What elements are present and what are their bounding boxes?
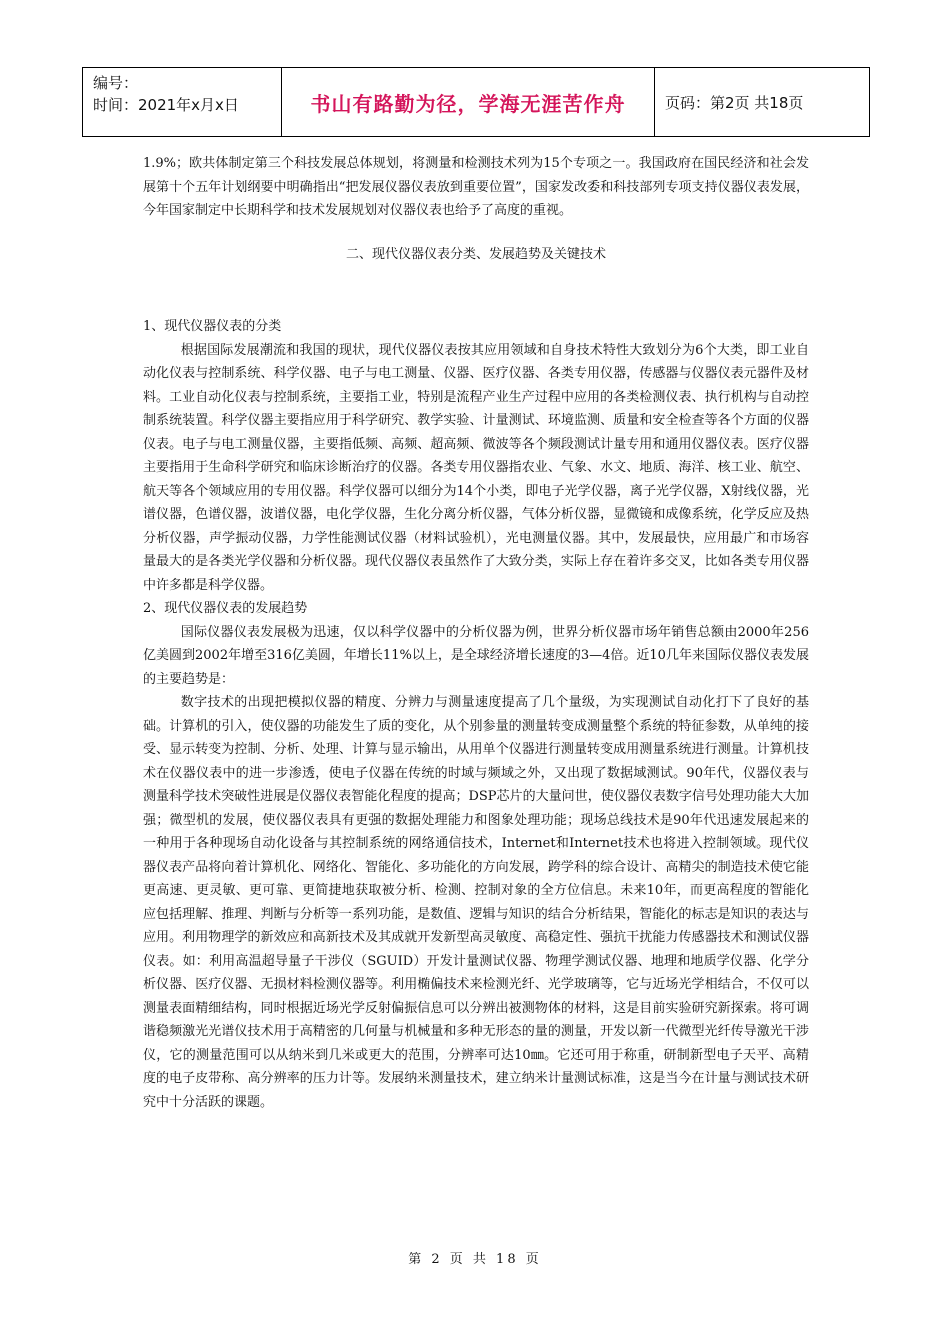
subheading-classification: 1、现代仪器仪表的分类	[143, 319, 282, 334]
header-motto: 书山有路勤为径，学海无涯苦作舟	[282, 68, 655, 136]
paragraph-trends-detail: 数字技术的出现把模拟仪器的精度、分辨力与测量速度提高了几个量级，为实现测试自动化打下了良好的基础。计算机的引入，使仪器的功能发生了质的变化，从个别参量的测量转变成测量整个系统的特征参数，从单纯的接受、显示转变为控制、分析、处理、计算与显示输出，从用单个仪器进行测量转变成用测量系统进行测量。计算机技术在仪器仪表中的进一步渗透，使电子仪器在传统的时域与频域之外，又出现了数据域测试。90年代，仪器仪表与测量科学技术突破性进展是仪器仪表智能化程度的提高；DSP芯片的大量问世，使仪器仪表数字信号处理功能大大加强；微型机的发展，使仪器仪表具有更强的数据处理能力和图象处理功能；现场总线技术是90年代迅速发展起来的一种用于各种现场自动化设备与其控制系统的网络通信技术，Internet和Internet技术也将进入控制领域。现代仪器仪表产品将向着计算机化、网络化、智能化、多功能化的方向发展，跨学科的综合设计、高精尖的制造技术使它能更高速、更灵敏、更可靠、更简捷地获取被分析、检测、控制对象的全方位信息。未来10年，而更高程度的智能化应包括理解、推理、判断与分析等一系列功能，是数值、逻辑与知识的结合分析结果，智能化的标志是知识的表达与应用。利用物理学的新效应和高新技术及其成就开发新型高灵敏度、高稳定性、强抗干扰能力传感器技术和测试仪器仪表。如：利用高温超导量子干涉仪（SGUID）开发计量测试仪器、物理学测试仪器、地理和地质学仪器、化学分析仪器、医疗仪器、无损材料检测仪器等。利用椭偏技术来检测光纤、光学玻璃等，它与近场光学相结合，不仅可以测量表面精细结构，同时根据近场光学反射偏振信息可以分辨出被测物体的材料，这是目前实验研究新探索。将可调谐稳频激光光谱仪技术用于高精密的几何量与机械量和多种无形态的量的测量，开发以新一代微型光纤传导激光干涉仪，它的测量范围可以从纳米到几米或更大的范围，分辨率可达10㎜。它还可用于称重，研制新型电子天平、高精度的电子皮带称、高分辨率的压力计等。发展纳米测量技术，建立纳米计量测试标准，这是当今在计量与测试技术研究中十分活跃的课题。	[143, 695, 809, 1110]
section-title: 二、现代仪器仪表分类、发展趋势及关键技术	[345, 246, 606, 262]
paragraph-classification: 根据国际发展潮流和我国的现状，现代仪器仪表按其应用领域和自身技术特性大致划分为6个大类，即工业自动化仪表与控制系统、科学仪器、电子与电工测量、仪器、医疗仪器、各类专用仪器，传感器与仪器仪表元器件及材料。工业自动化仪表与控制系统，主要指工业，特别是流程产业生产过程中应用的各类检测仪表、执行机构与自动控制系统装置。科学仪器主要指应用于科学研究、教学实验、计量测试、环境监测、质量和安全检查等各个方面的仪器仪表。电子与电工测量仪器，主要指低频、高频、超高频、微波等各个频段测试计量专用和通用仪器仪表。医疗仪器主要指用于生命科学研究和临床诊断治疗的仪器。各类专用仪器指农业、气象、水文、地质、海洋、核工业、航空、航天等各个领域应用的专用仪器。科学仪器可以细分为14个小类，即电子光学仪器，离子光学仪器，X射线仪器，光谱仪器，色谱仪器，波谱仪器，电化学仪器，生化分离分析仪器，气体分析仪器，显微镜和成像系统，化学反应及热分析仪器，声学振动仪器，力学性能测试仪器（材料试验机），光电测量仪器。其中，发展最快，应用最广和市场容量最大的是各类光学仪器和分析仪器。现代仪器仪表虽然作了大致分类，实际上存在着许多交叉，比如各类专用仪器中许多都是科学仪器。	[143, 342, 809, 593]
header-page-code: 页码：第2页 共18页	[665, 93, 804, 112]
serial-label: 编号：	[93, 74, 139, 92]
paragraph-continuation: 1.9%；欧共体制定第三个科技发展总体规划，将测量和检测技术列为15个专项之一。我国政府在国民经济和社会发展第十个五年计划纲要中明确指出“把发展仪器仪表放到重要位置”，国家发改委和科技部列专项支持仪器仪表发展，今年国家制定中长期科学和技术发展规划对仪器仪表也给予了高度的重视。	[143, 156, 809, 218]
time-label: 时间：2021年x月x日	[93, 96, 239, 114]
footer-page-number: 第 2 页 共 18 页	[408, 1252, 542, 1267]
subheading-trends: 2、现代仪器仪表的发展趋势	[143, 601, 308, 616]
document-body	[143, 152, 809, 1114]
paragraph-trends-intro: 国际仪器仪表发展极为迅速，仅以科学仪器中的分析仪器为例，世界分析仪器市场年销售总额由2000年256亿美圆到2002年增至316亿美圆，年增长11%以上，是全球经济增长速度的3—4倍。近10几年来国际仪器仪表发展的主要趋势是：	[143, 624, 809, 687]
page-footer	[0, 1248, 950, 1267]
page-header	[82, 67, 870, 137]
header-info-cell	[83, 68, 282, 136]
